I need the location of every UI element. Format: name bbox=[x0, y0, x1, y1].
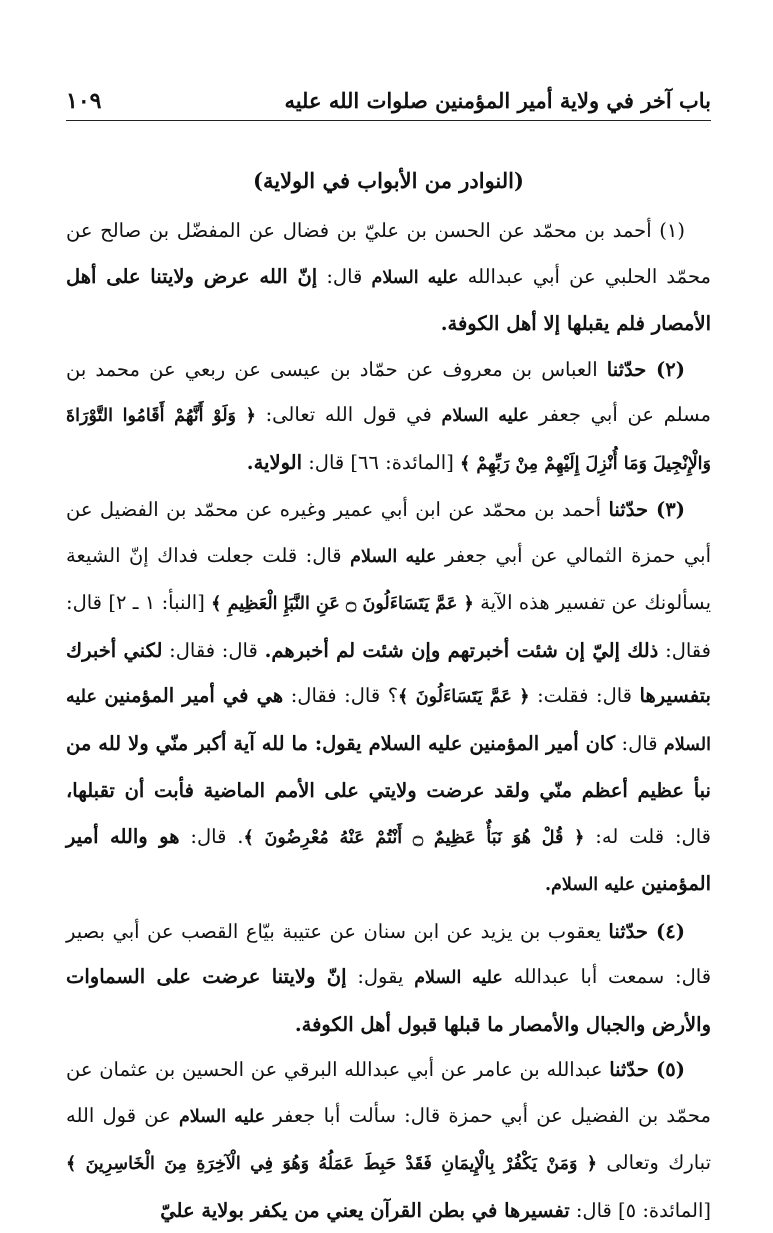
text-run: قال: قلت له: bbox=[584, 824, 711, 848]
bold-phrase: هو والله أمير المؤمنين bbox=[66, 824, 711, 895]
text-run: أحمد بن محمّد عن ابن أبي عمير وغيره عن محمّد بن الفضيل عن أبي حمزة الثمالي عن أبي جعفر bbox=[66, 498, 712, 567]
section-heading: (النوادر من الأبواب في الولاية) bbox=[253, 168, 524, 193]
quran-verse: ﴿ وَمَنْ يَكْفُرْ بِالْإِيمَانِ فَقَدْ حَبِطَ عَمَلُهُ وَهُوَ فِي الْآخِرَةِ مِنَ الْخَاسِرِينَ ﴾ bbox=[66, 1154, 597, 1174]
page-number: ١٠٩ bbox=[66, 88, 102, 114]
text-run: (١) أحمد بن محمّد عن الحسن بن عليّ بن فضال عن المفضّل بن صالح عن محمّد الحلبي عن أبي عبدالله bbox=[66, 219, 711, 288]
running-header bbox=[66, 86, 711, 121]
text-run: قال: قلت جعلت فداك إنّ الشيعة يسألونك عن تفسير هذه الآية bbox=[66, 543, 711, 614]
quran-verse: عليه السلام bbox=[441, 406, 530, 426]
quran-verse: عليه السلام bbox=[414, 968, 503, 988]
text-run: قال: فقال: bbox=[162, 638, 265, 662]
bold-phrase: إنّ ولايتنا عرضت على السماوات والأرض والجبال والأمصار ما قبلها قبول أهل الكوفة. bbox=[66, 965, 711, 1036]
chapter-title: باب آخر في ولاية أمير المؤمنين صلوات الله عليه bbox=[284, 88, 711, 113]
bold-phrase: (٤) حدّثنا bbox=[608, 919, 686, 943]
text-run: يعقوب بن يزيد عن ابن سنان عن عتيبة بيّاع القصب عن أبي بصير قال: سمعت أبا عبدالله bbox=[66, 919, 712, 988]
bold-phrase: إنّ الله عرض ولايتنا على أهل الأمصار فلم يقبلها إلا أهل الكوفة. bbox=[66, 264, 711, 335]
text-run: [النبأ: ١ ـ ٢] قال: فقال: bbox=[66, 591, 711, 662]
text-run: قال: bbox=[615, 731, 664, 755]
quran-verse: ﴿ وَلَوْ أَنَّهُمْ أَقَامُوا التَّوْرَاةَ وَالْإِنْجِيلَ وَمَا أُنْزِلَ إِلَيْهِمْ مِنْ رَبِّهِمْ ﴾ bbox=[66, 406, 711, 474]
text-run: . قال: bbox=[179, 824, 244, 848]
paragraph bbox=[66, 909, 711, 1048]
bold-phrase: (٢) حدّثنا bbox=[606, 357, 685, 381]
text-run: قال: فقلت: bbox=[529, 684, 640, 707]
quran-verse: ﴿ عَمَّ يَتَسَاءَلُونَ ۝ عَنِ النَّبَإِ الْعَظِيمِ ﴾ bbox=[211, 594, 474, 614]
text-run: عن قول الله تبارك وتعالى bbox=[66, 1103, 711, 1174]
bold-phrase: لكني أخبرك بتفسيرها bbox=[66, 638, 711, 707]
quran-verse: عليه السلام bbox=[178, 1106, 266, 1127]
paragraph bbox=[66, 347, 711, 488]
paragraph bbox=[66, 487, 711, 909]
text-run: العباس بن معروف عن حمّاد بن عيسى عن ربعي عن محمد بن مسلم عن أبي جعفر bbox=[66, 357, 711, 426]
quran-verse: ﴿ عَمَّ يَتَسَاءَلُونَ ﴾ bbox=[398, 687, 530, 707]
bold-phrase: هي في أمير المؤمنين bbox=[104, 684, 284, 707]
bold-phrase: (٥) حدّثنا bbox=[609, 1058, 685, 1081]
bold-phrase: كان أمير المؤمنين عليه السلام يقول: ما لله آية أكبر منّي ولا لله من نبأ عظيم أعظم منّي ولقد عرضت ولايتي على الأمم الماضية فأبت أن تقبلها، bbox=[66, 731, 711, 802]
text-run: قال: bbox=[317, 264, 372, 288]
quran-verse: عليه السلام bbox=[371, 267, 459, 288]
text-run: في قول الله تعالى: bbox=[255, 403, 442, 426]
quran-verse: عليه السلام bbox=[350, 546, 437, 567]
body-text bbox=[66, 208, 711, 1233]
paragraph bbox=[66, 1047, 711, 1233]
quran-verse: عليه السلام bbox=[66, 687, 711, 755]
text-run: [المائدة: ٥] قال: bbox=[569, 1198, 711, 1222]
bold-phrase: (٣) حدّثنا bbox=[608, 498, 685, 521]
bold-phrase: تفسيرها في بطن القرآن يعني من يكفر بولاية عليّ bbox=[160, 1198, 570, 1222]
quran-verse: ﴿ قُلْ هُوَ نَبَأٌ عَظِيمٌ ۝ أَنْتُمْ عَنْهُ مُعْرِضُونَ ﴾ bbox=[243, 827, 585, 848]
paragraph bbox=[66, 208, 711, 347]
text-run: عبدالله بن عامر عن أبي عبدالله البرقي عن الحسين بن عثمان عن محمّد بن الفضيل عن أبي حمزة قال: سألت أبا جعفر bbox=[66, 1058, 711, 1127]
quran-verse: عليه السلام. bbox=[544, 875, 642, 895]
text-run: ؟ قال: فقال: bbox=[283, 684, 399, 707]
bold-phrase: الولاية. bbox=[246, 450, 303, 474]
bold-phrase: ذلك إليّ إن شئت أخبرتهم وإن شئت لم أخبرهم. bbox=[264, 638, 659, 662]
text-run: [المائدة: ٦٦] قال: bbox=[302, 450, 461, 474]
text-run: يقول: bbox=[346, 965, 415, 988]
